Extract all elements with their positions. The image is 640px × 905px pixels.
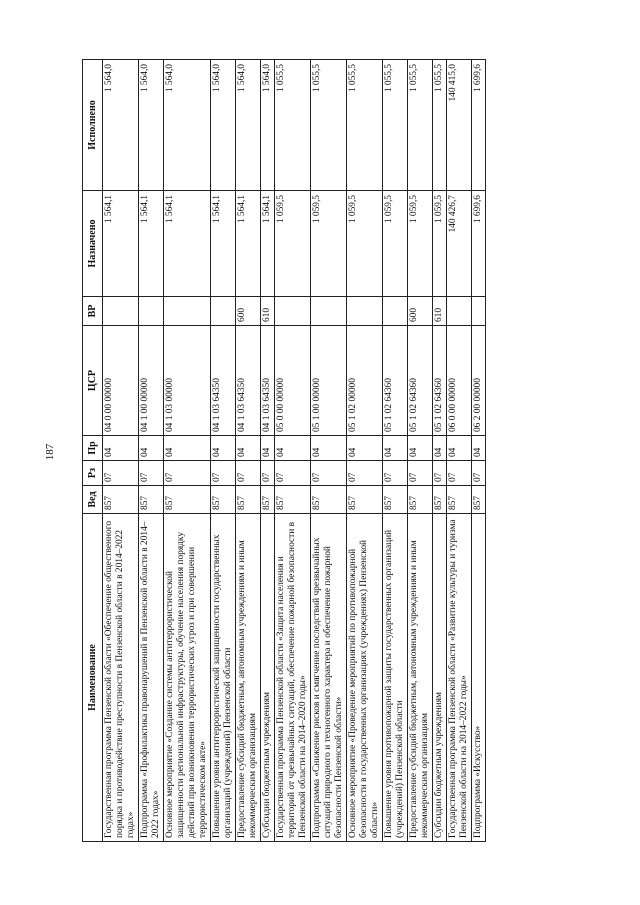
cell-isp: 1 055,5 xyxy=(275,60,311,191)
cell-isp: 1 564,0 xyxy=(236,60,261,191)
cell-pr: 04 xyxy=(447,436,472,461)
cell-name: Подпрограмма «Искусство» xyxy=(472,514,486,842)
cell-vr xyxy=(311,297,347,326)
cell-ved: 857 xyxy=(433,486,447,514)
cell-nazn: 1 059,5 xyxy=(383,191,408,297)
table-row xyxy=(261,60,275,842)
cell-nazn: 1 699,6 xyxy=(472,191,486,297)
cell-pr: 04 xyxy=(311,436,347,461)
cell-name: Основное мероприятие «Проведение мероприятий по противопожарной безопасности в государственных организациях (учреждениях) Пензенской области» xyxy=(347,514,383,842)
cell-rz: 07 xyxy=(347,461,383,486)
cell-nazn: 140 426,7 xyxy=(447,191,472,297)
cell-vr xyxy=(447,297,472,326)
cell-vr xyxy=(472,297,486,326)
header-nazn: Назначено xyxy=(83,191,103,297)
table-row xyxy=(347,60,383,842)
cell-pr: 04 xyxy=(103,436,139,461)
table-row xyxy=(408,60,433,842)
cell-vr: 610 xyxy=(261,297,275,326)
cell-name: Предоставление субсидий бюджетным, автономным учреждениям и иным некоммерческим организациям xyxy=(408,514,433,842)
cell-name: Основное мероприятие «Создание системы антитеррористической защищенности региональной инфраструктуры, обучение населения порядку действий при возникновении террористических угроз и при совершении террористическом акте» xyxy=(164,514,211,842)
cell-rz: 07 xyxy=(103,461,139,486)
cell-isp: 1 564,0 xyxy=(261,60,275,191)
table-row xyxy=(164,60,211,842)
cell-ved: 857 xyxy=(139,486,164,514)
cell-rz: 07 xyxy=(164,461,211,486)
header-ved: Вед xyxy=(83,486,103,514)
table-row xyxy=(447,60,472,842)
page-number: 187 xyxy=(44,443,56,461)
cell-nazn: 1 059,5 xyxy=(311,191,347,297)
cell-pr: 04 xyxy=(261,436,275,461)
cell-vr: 600 xyxy=(236,297,261,326)
cell-isp: 1 055,5 xyxy=(347,60,383,191)
rotated-table-container xyxy=(82,60,610,842)
cell-name: Субсидии бюджетным учреждениям xyxy=(261,514,275,842)
table-row xyxy=(383,60,408,842)
cell-name: Предоставление субсидий бюджетным, автономным учреждениям и иным некоммерческим организациям xyxy=(236,514,261,842)
cell-isp: 1 564,0 xyxy=(211,60,236,191)
cell-nazn: 1 564,1 xyxy=(164,191,211,297)
cell-ved: 857 xyxy=(347,486,383,514)
cell-ved: 857 xyxy=(447,486,472,514)
cell-csr: 05 1 02 64360 xyxy=(383,326,408,436)
cell-isp: 1 055,5 xyxy=(311,60,347,191)
cell-vr xyxy=(103,297,139,326)
cell-name: Повышение уровня противопожарной защиты государственных организаций (учреждений) Пензенской области xyxy=(383,514,408,842)
cell-nazn: 1 564,1 xyxy=(139,191,164,297)
cell-pr: 04 xyxy=(433,436,447,461)
table-row xyxy=(236,60,261,842)
cell-rz: 07 xyxy=(211,461,236,486)
cell-ved: 857 xyxy=(261,486,275,514)
header-pr: Пр xyxy=(83,436,103,461)
cell-rz: 07 xyxy=(433,461,447,486)
cell-isp: 1 055,5 xyxy=(433,60,447,191)
cell-nazn: 1 564,1 xyxy=(261,191,275,297)
cell-pr: 04 xyxy=(211,436,236,461)
header-csr: ЦСР xyxy=(83,326,103,436)
table-row xyxy=(433,60,447,842)
cell-isp: 1 564,0 xyxy=(164,60,211,191)
cell-rz: 07 xyxy=(408,461,433,486)
header-rz: Рз xyxy=(83,461,103,486)
table-row xyxy=(472,60,486,842)
cell-ved: 857 xyxy=(408,486,433,514)
cell-name: Государственная программа Пензенской области «Защита населения и территорий от чрезвычайных ситуаций, обеспечение пожарной безопасности в Пензенской области на 2014–2020 годы» xyxy=(275,514,311,842)
cell-ved: 857 xyxy=(275,486,311,514)
cell-name: Государственная программа Пензенской области «Развитие культуры и туризма Пензенской области на 2014–2022 годы» xyxy=(447,514,472,842)
table-row xyxy=(139,60,164,842)
cell-csr: 04 1 03 64350 xyxy=(211,326,236,436)
cell-ved: 857 xyxy=(103,486,139,514)
cell-nazn: 1 059,5 xyxy=(347,191,383,297)
cell-csr: 05 1 00 00000 xyxy=(311,326,347,436)
cell-ved: 857 xyxy=(383,486,408,514)
cell-nazn: 1 564,1 xyxy=(211,191,236,297)
cell-csr: 04 0 00 00000 xyxy=(103,326,139,436)
cell-rz: 07 xyxy=(275,461,311,486)
cell-csr: 04 1 03 64350 xyxy=(236,326,261,436)
cell-rz: 07 xyxy=(311,461,347,486)
budget-table xyxy=(82,59,486,842)
cell-csr: 04 1 03 00000 xyxy=(164,326,211,436)
table-header-row xyxy=(83,60,103,842)
cell-pr: 04 xyxy=(408,436,433,461)
header-vr: ВР xyxy=(83,297,103,326)
cell-pr: 04 xyxy=(383,436,408,461)
cell-name: Подпрограмма «Снижение рисков и смягчение последствий чрезвычайных ситуаций природного и техногенного характера и обеспечение пожарной безопасности Пензенской области» xyxy=(311,514,347,842)
cell-vr xyxy=(275,297,311,326)
cell-isp: 1 055,5 xyxy=(383,60,408,191)
cell-ved: 857 xyxy=(236,486,261,514)
cell-nazn: 1 059,5 xyxy=(433,191,447,297)
table-row xyxy=(103,60,139,842)
cell-ved: 857 xyxy=(311,486,347,514)
cell-rz: 07 xyxy=(261,461,275,486)
cell-rz: 07 xyxy=(447,461,472,486)
cell-name: Повышение уровня антитеррористической защищенности государственных организаций (учреждений) Пензенской области xyxy=(211,514,236,842)
table-row xyxy=(311,60,347,842)
cell-ved: 857 xyxy=(211,486,236,514)
cell-csr: 05 1 02 00000 xyxy=(347,326,383,436)
cell-isp: 1 564,0 xyxy=(103,60,139,191)
cell-vr: 610 xyxy=(433,297,447,326)
cell-isp: 1 699,6 xyxy=(472,60,486,191)
cell-name: Государственная программа Пензенской области «Обеспечение общественного порядка и противодействие преступности в Пензенской области в 2014–2022 годах» xyxy=(103,514,139,842)
cell-nazn: 1 564,1 xyxy=(236,191,261,297)
cell-vr xyxy=(139,297,164,326)
cell-csr: 05 1 02 64360 xyxy=(433,326,447,436)
cell-pr: 04 xyxy=(164,436,211,461)
table-row xyxy=(275,60,311,842)
cell-rz: 07 xyxy=(236,461,261,486)
cell-vr xyxy=(347,297,383,326)
cell-ved: 857 xyxy=(472,486,486,514)
cell-csr: 06 2 00 00000 xyxy=(472,326,486,436)
cell-csr: 04 1 00 00000 xyxy=(139,326,164,436)
cell-vr xyxy=(164,297,211,326)
cell-nazn: 1 059,5 xyxy=(408,191,433,297)
header-isp: Исполнено xyxy=(83,60,103,191)
header-name: Наименование xyxy=(83,514,103,842)
cell-csr: 06 0 00 00000 xyxy=(447,326,472,436)
cell-nazn: 1 564,1 xyxy=(103,191,139,297)
cell-nazn: 1 059,5 xyxy=(275,191,311,297)
cell-pr: 04 xyxy=(347,436,383,461)
cell-pr: 04 xyxy=(472,436,486,461)
cell-csr: 04 1 03 64350 xyxy=(261,326,275,436)
cell-name: Субсидии бюджетным учреждениям xyxy=(433,514,447,842)
cell-name: Подпрограмма «Профилактика правонарушений в Пензенской области в 2014–2022 годах» xyxy=(139,514,164,842)
cell-rz: 07 xyxy=(383,461,408,486)
cell-csr: 05 1 02 64360 xyxy=(408,326,433,436)
cell-pr: 04 xyxy=(275,436,311,461)
cell-isp: 140 415,0 xyxy=(447,60,472,191)
cell-rz: 07 xyxy=(472,461,486,486)
cell-csr: 05 0 00 00000 xyxy=(275,326,311,436)
cell-pr: 04 xyxy=(236,436,261,461)
table-row xyxy=(211,60,236,842)
cell-ved: 857 xyxy=(164,486,211,514)
cell-vr xyxy=(383,297,408,326)
cell-isp: 1 055,5 xyxy=(408,60,433,191)
cell-pr: 04 xyxy=(139,436,164,461)
cell-vr: 600 xyxy=(408,297,433,326)
cell-isp: 1 564,0 xyxy=(139,60,164,191)
cell-rz: 07 xyxy=(139,461,164,486)
cell-vr xyxy=(211,297,236,326)
